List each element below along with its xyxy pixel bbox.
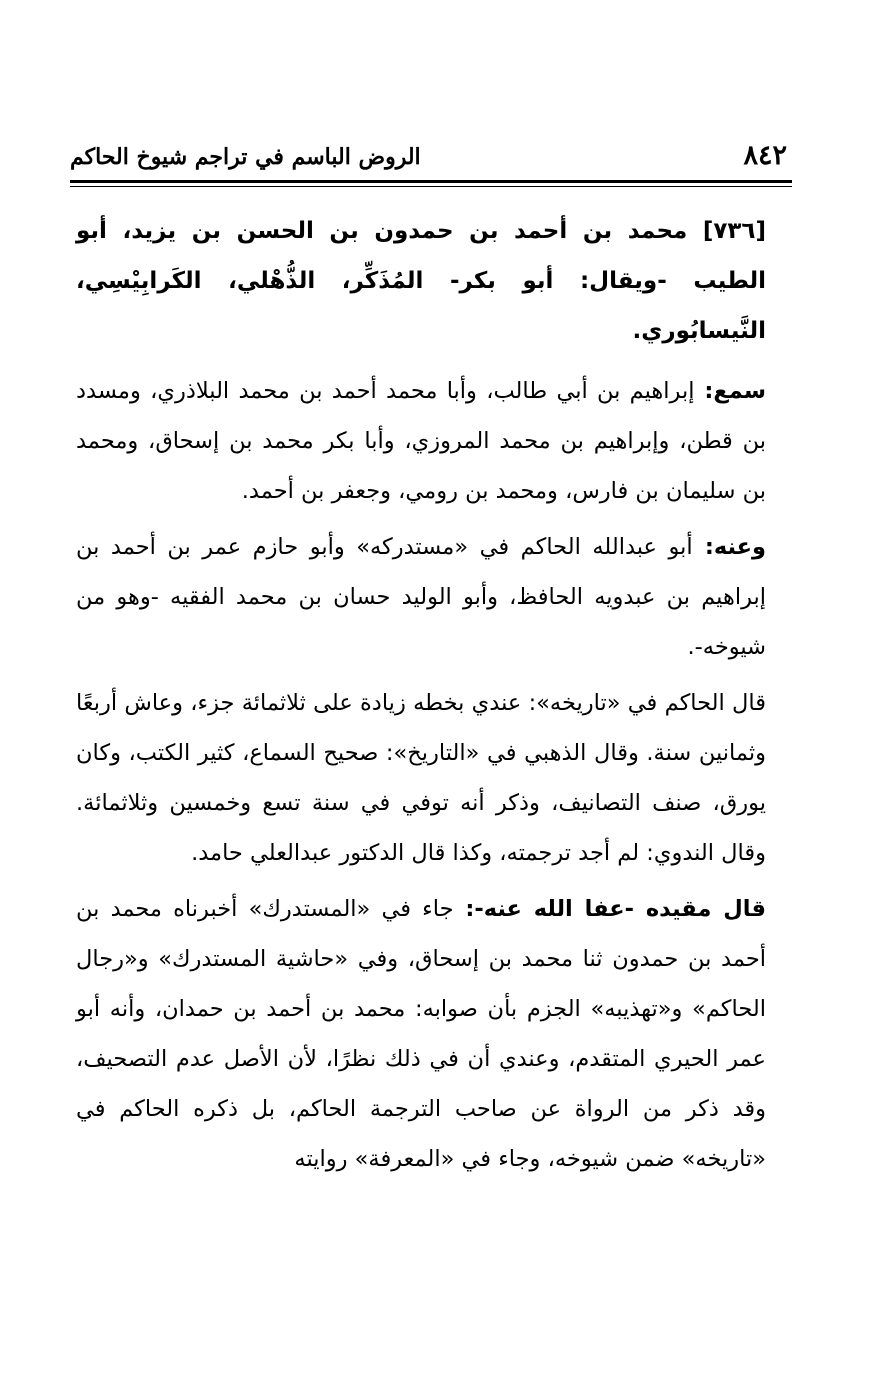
paragraph-text: أبو عبدالله الحاكم في «مستدركه» وأبو حازم عمر بن أحمد بن إبراهيم بن عبدويه الحافظ، وأبو الوليد حسان بن محمد الفقيه -وهو من شيوخه-. <box>76 534 766 660</box>
paragraph-lead: وعنه: <box>692 534 766 560</box>
running-title: الروض الباسم في تراجم شيوخ الحاكم <box>70 144 421 170</box>
paragraph-heard-from <box>76 366 766 516</box>
paragraph-text: قال الحاكم في «تاريخه»: عندي بخطه زيادة على ثلاثمائة جزء، وعاش أربعًا وثمانين سنة. وقال الذهبي في «التاريخ»: صحيح السماع، كثير الكتب، وكان يورق، صنف التصانيف، وذكر أنه توفي في سنة تسع وخمسين وثلاثمائة. وقال الندوي: لم أجد ترجمته، وكذا قال الدكتور عبدالعلي حامد. <box>76 690 766 866</box>
body-text <box>76 206 766 1190</box>
paragraph-biography <box>76 678 766 878</box>
paragraph-lead: قال مقيده -عفا الله عنه-: <box>453 896 766 922</box>
header-rule-thick <box>70 180 792 183</box>
paragraph-text: إبراهيم بن أبي طالب، وأبا محمد أحمد بن محمد البلاذري، ومسدد بن قطن، وإبراهيم بن محمد المروزي، وأبا بكر محمد بن إسحاق، ومحمد بن سليمان بن فارس، ومحمد بن رومي، وجعفر بن أحمد. <box>76 378 766 504</box>
paragraph-lead: سمع: <box>694 378 767 404</box>
paragraph-editor-note <box>76 884 766 1184</box>
page-header <box>70 138 789 178</box>
paragraph-text: جاء في «المستدرك» أخبرناه محمد بن أحمد بن حمدون ثنا محمد بن إسحاق، وفي «حاشية المستدرك» و«رجال الحاكم» و«تهذيبه» الجزم بأن صوابه: محمد بن أحمد بن حمدان، وأنه أبو عمر الحيري المتقدم، وعندي أن في ذلك نظرًا، لأن الأصل عدم التصحيف، وقد ذكر من الرواة عن صاحب الترجمة الحاكم، بل ذكره الحاكم في «تاريخه» ضمن شيوخه، وجاء في «المعرفة» روايته <box>76 896 766 1172</box>
page-number: ٨٤٢ <box>743 140 787 171</box>
header-rule-thin <box>70 186 792 187</box>
paragraph-narrated-by <box>76 522 766 672</box>
entry-title: [٧٣٦] محمد بن أحمد بن حمدون بن الحسن بن يزيد، أبو الطيب -ويقال: أبو بكر- المُذَكِّر، الذُّهْلي، الكَرابِيْسِي، النَّيسابُوري. <box>76 218 766 344</box>
